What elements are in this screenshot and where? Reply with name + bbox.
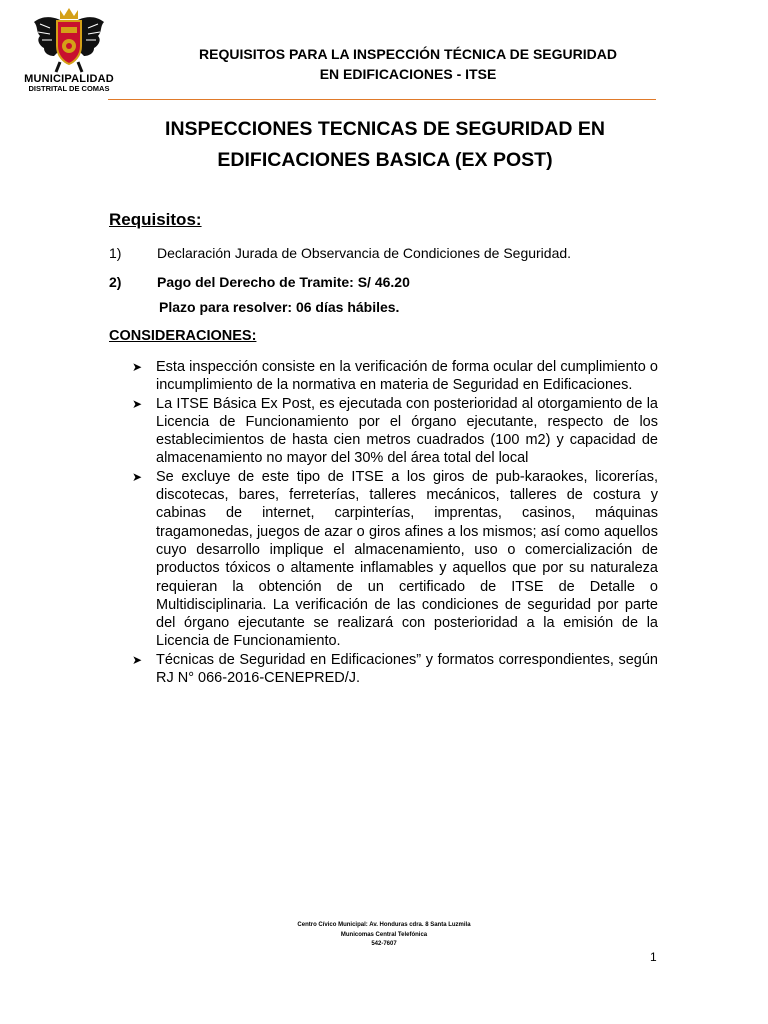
arrow-bullet-icon: ➤	[132, 360, 143, 374]
footer-line-3: 542-7607	[371, 941, 397, 947]
coat-of-arms-icon	[30, 6, 108, 74]
requirement-number: 2)	[109, 274, 122, 290]
list-item-text: Esta inspección consiste en la verificación de forma ocular del cumplimiento o incumplimiento de la normativa en materia de Seguridad en Edificaciones.	[156, 359, 658, 394]
list-item-text: La ITSE Básica Ex Post, es ejecutada con posterioridad al otorgamiento de la Licencia de Funcionamiento por el órgano ejecutante, respecto de los establecimientos de hasta cien metros cuadrados (100 m2) y capacidad de almacenamiento no mayor del 30% del área total del local	[156, 395, 658, 467]
list-item	[132, 651, 658, 688]
list-item-text: Se excluye de este tipo de ITSE a los giros de pub-karaokes, licorerías, discotecas, bares, ferreterías, talleres mecánicos, talleres de costura y cabinas de internet, carpinterías, imprentas, casinos, máquinas tragamonedas, juegos de azar o giros afines a los mismos; así como aquellos cuyo desarrollo implique el almacenamiento, uso o comercialización de productos tóxicos o altamente inflamables y aquellos que por su naturaleza requieran la obtención de un certificado de ITSE de Detalle o Multidisciplinaria. La verificación de las condiciones de seguridad por parte del órgano ejecutante se realizará con posterioridad a la emisión de la Licencia de Funcionamiento.	[156, 468, 658, 650]
arrow-bullet-icon: ➤	[132, 652, 143, 667]
header-divider	[108, 99, 656, 100]
page-number: 1	[650, 950, 657, 964]
consideraciones-list	[132, 358, 658, 687]
arrow-bullet-icon: ➤	[132, 469, 143, 484]
list-item-text: Técnicas de Seguridad en Edificaciones” y formatos correspondientes, según RJ N° 066-2016-CENEPRED/J.	[156, 651, 658, 687]
footer-line-2: Municomas Central Telefónica	[340, 931, 428, 938]
arrow-bullet-icon: ➤	[132, 396, 143, 411]
title-line-2: EDIFICACIONES BASICA (EX POST)	[217, 149, 553, 171]
list-item	[132, 395, 658, 468]
header-title	[108, 44, 708, 84]
municipality-name: MUNICIPALIDAD	[24, 73, 114, 85]
consideraciones-heading: CONSIDERACIONES:	[109, 328, 257, 344]
requirement-text: Declaración Jurada de Observancia de Condiciones de Seguridad.	[157, 245, 572, 261]
requisitos-heading: Requisitos:	[109, 210, 202, 229]
list-item	[132, 468, 658, 651]
requirement-number: 1)	[109, 245, 122, 261]
header-line-1: REQUISITOS PARA LA INSPECCIÓN TÉCNICA DE SEGURIDAD	[199, 46, 617, 62]
document-title	[95, 114, 675, 176]
header-line-2: EN EDIFICACIONES - ITSE	[319, 66, 497, 82]
requirement-text: Pago del Derecho de Tramite: S/ 46.20	[157, 274, 410, 290]
title-line-1: INSPECCIONES TECNICAS DE SEGURIDAD EN	[165, 118, 605, 140]
deadline-text: Plazo para resolver: 06 días hábiles.	[159, 299, 400, 315]
municipality-logo	[16, 6, 122, 92]
footer-address	[234, 921, 534, 950]
list-item	[132, 358, 658, 395]
footer-line-1: Centro Cívico Municipal: Av. Honduras cdra. 8 Santa Luzmila	[297, 922, 471, 928]
requirement-item	[109, 244, 571, 262]
requirement-item	[109, 273, 410, 291]
district-name: DISTRITAL DE COMAS	[28, 84, 110, 93]
